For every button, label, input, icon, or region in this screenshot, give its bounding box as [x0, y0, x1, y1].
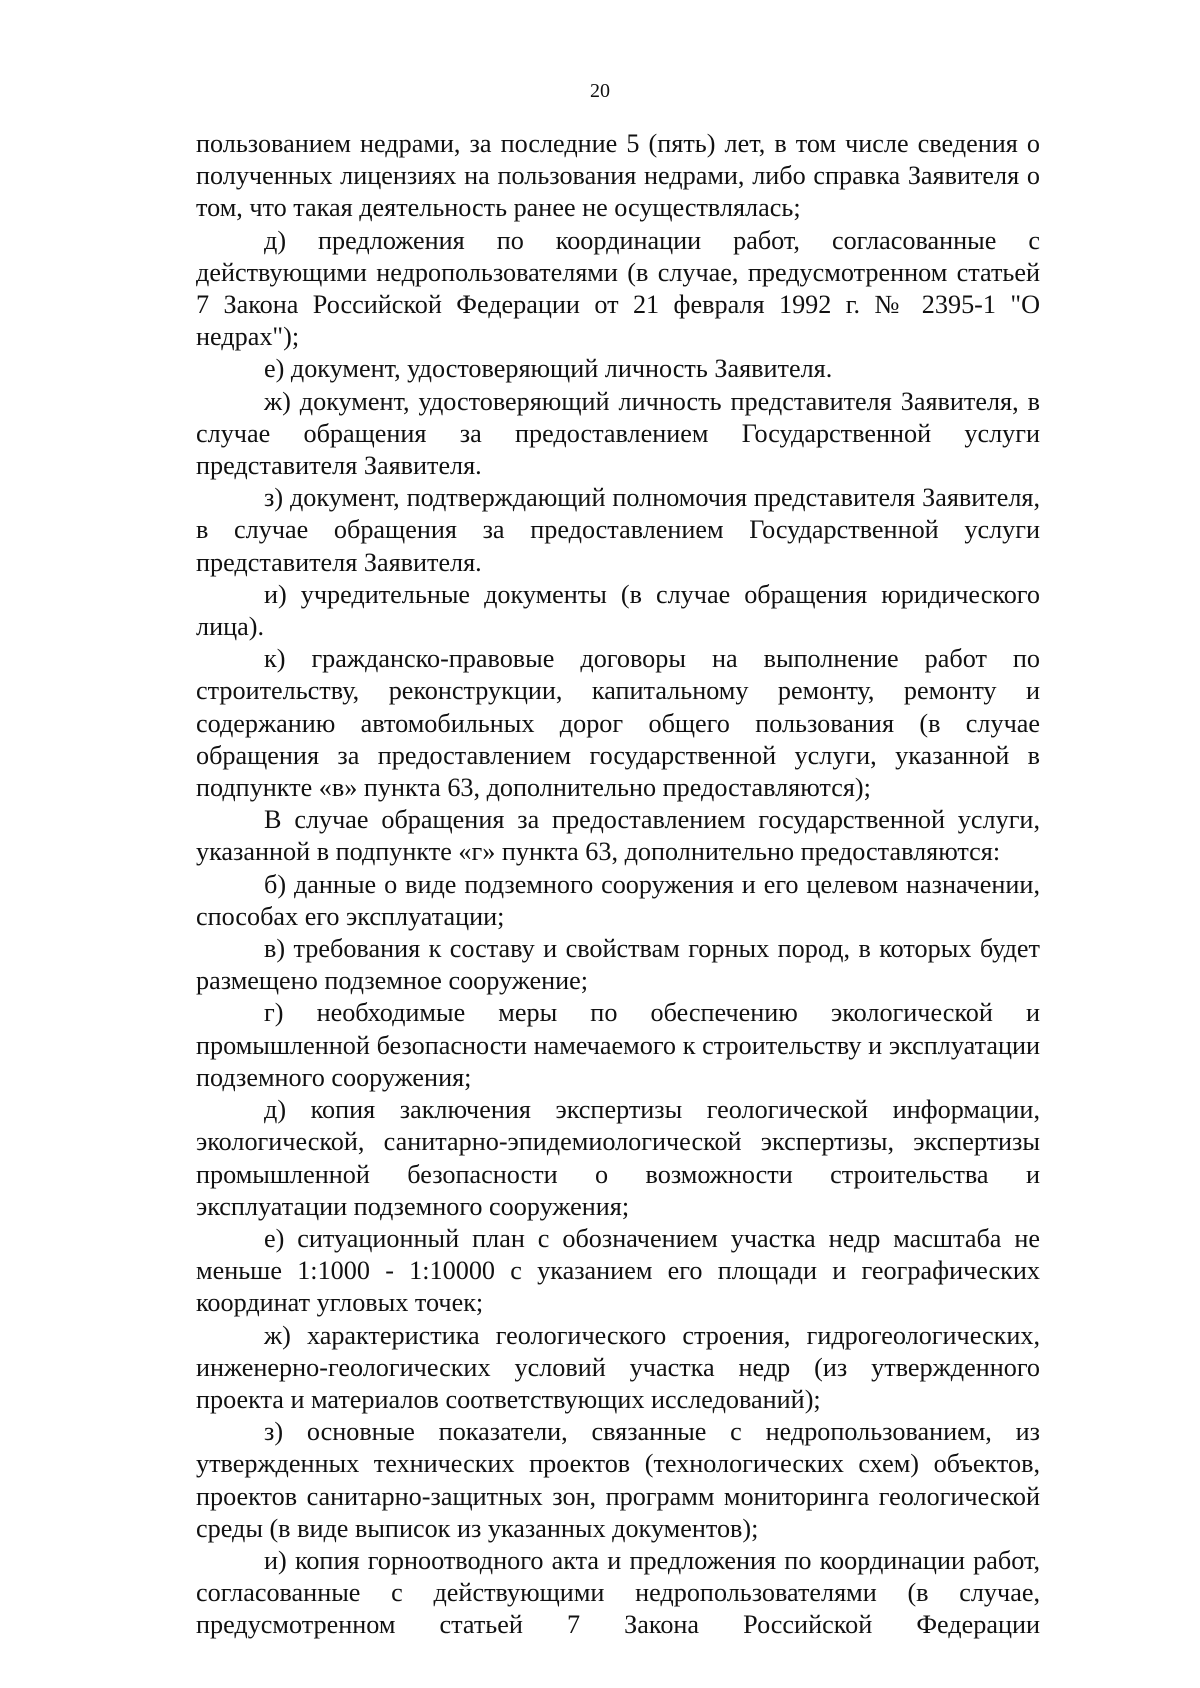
- paragraph: в) требования к составу и свойствам горных пород, в которых будет размещено подземное сооружение;: [196, 934, 1040, 996]
- document-body: [196, 128, 1040, 1642]
- paragraph: пользованием недрами, за последние 5 (пять) лет, в том числе сведения о полученных лицензиях на пользования недрами, либо справка Заявителя о том, что такая деятельность ранее не осуществлялась;: [196, 129, 1040, 223]
- paragraph: В случае обращения за предоставлением государственной услуги, указанной в подпункте «г» пункта 63, дополнительно предоставляются:: [196, 805, 1040, 867]
- paragraph: е) ситуационный план с обозначением участка недр масштаба не меньше 1:1000 - 1:10000 с указанием его площади и географических координат угловых точек;: [196, 1223, 1040, 1318]
- paragraph: и) учредительные документы (в случае обращения юридического лица).: [196, 579, 1040, 642]
- paragraph: з) основные показатели, связанные с недропользованием, из утвержденных технических проектов (технологических схем) объектов, проектов санитарно-защитных зон, программ мониторинга геологической среды (в виде выписок из указанных документов);: [196, 1417, 1040, 1543]
- paragraph: г) необходимые меры по обеспечению экологической и промышленной безопасности намечаемого к строительству и эксплуатации подземного сооружения;: [196, 998, 1040, 1092]
- paragraph: и) копия горноотводного акта и предложения по координации работ, согласованные с действующими недропользователями (в случае, предусмотренном статьей 7 Закона Российской Федерации: [196, 1545, 1040, 1640]
- paragraph: ж) характеристика геологического строения, гидрогеологических, инженерно-геологических условий участка недр (из утвержденного проекта и материалов соответствующих исследований);: [196, 1320, 1040, 1414]
- page-number: 20: [590, 80, 610, 102]
- paragraph: з) документ, подтверждающий полномочия представителя Заявителя, в случае обращения за предоставлением Государственной услуги представителя Заявителя.: [196, 483, 1040, 577]
- paragraph: к) гражданско-правовые договоры на выполнение работ по строительству, реконструкции, капитальному ремонту, ремонту и содержанию автомобильных дорог общего пользования (в случае обращения за предоставлением государственной услуги, указанной в подпункте «в» пункта 63, дополнительно предоставляются);: [196, 644, 1040, 803]
- paragraph: д) копия заключения экспертизы геологической информации, экологической, санитарно-эпидемиологической экспертизы, экспертизы промышленной безопасности о возможности строительства и эксплуатации подземного сооружения;: [196, 1095, 1040, 1221]
- paragraph: д) предложения по координации работ, согласованные с действующими недропользователями (в случае, предусмотренном статьей 7 Закона Российской Федерации от 21 февраля 1992 г. № 2395-1 "О недрах");: [196, 225, 1040, 352]
- paragraph: б) данные о виде подземного сооружения и его целевом назначении, способах его эксплуатации;: [196, 869, 1040, 931]
- paragraph: ж) документ, удостоверяющий личность представителя Заявителя, в случае обращения за предоставлением Государственной услуги представителя Заявителя.: [196, 386, 1040, 481]
- paragraph: е) документ, удостоверяющий личность Заявителя.: [264, 354, 833, 384]
